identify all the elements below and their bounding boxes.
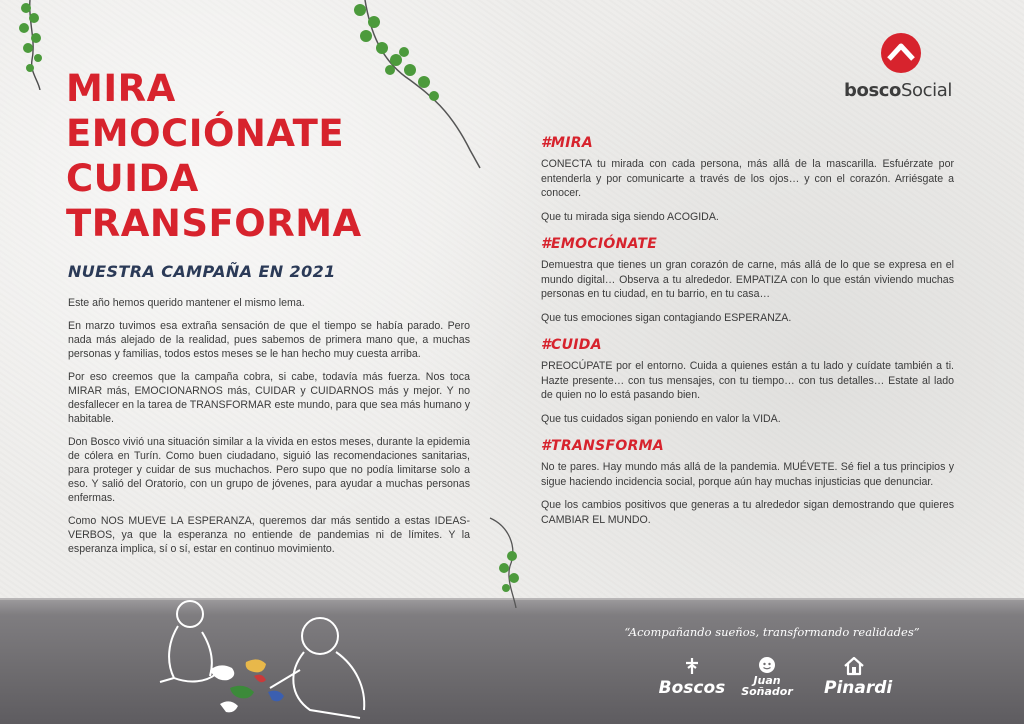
section-paragraph: Que tu mirada siga siendo ACOGIDA. <box>541 211 719 224</box>
pinardi-name: Pinardi <box>824 678 893 698</box>
headline-line-mira: MIRA <box>66 67 176 110</box>
section-paragraph: PREOCÚPATE por el entorno. Cuida a quienes están a tu lado y cuídate también a ti. Hazte presente… con tus mensajes, con tu tiempo… con tus detalles… Estate al lado de quien no lo está pasando bien. <box>541 359 954 402</box>
house-icon <box>843 656 865 676</box>
cross-figure-icon <box>682 656 702 676</box>
section-paragraph: No te pares. Hay mundo más allá de la pandemia. MUÉVETE. Sé fiel a tus principios y sigue haciendo incidencia social, porque aún hay muchas injusticias que denunciar. <box>541 460 954 488</box>
section-paragraph: Que tus emociones sigan contagiando ESPERANZA. <box>541 312 792 325</box>
headline-line-transforma: TRANSFORMA <box>66 202 362 245</box>
section-paragraph: Demuestra que tienes un gran corazón de carne, más allá de lo que se expresa en el mundo digital… Observa a tu alrededor. EMPATIZA con lo que están viviendo muchas personas en tu ciudad, en tu barrio, en tu casa… <box>541 258 954 301</box>
intro-paragraph: En marzo tuvimos esa extraña sensación de que el tiempo se había parado. Pero nada más alejado de la realidad, pues sabemos de primera mano que, a muchas personas y familias, todos estos meses se le han hecho muy cuesta arriba. <box>68 320 470 360</box>
headline-line-emocionate: EMOCIÓNATE <box>66 112 345 155</box>
children-drawing-illustration <box>150 592 420 724</box>
section-transforma <box>541 439 954 528</box>
campaign-headline <box>66 66 396 246</box>
section-paragraph: CONECTA tu mirada con cada persona, más allá de la mascarilla. Esfuérzate por entenderla y por comunicarte a través de los ojos… y con el corazón. Arriésgate a conocer. <box>541 157 954 200</box>
intro-paragraph: Don Bosco vivió una situación similar a la vivida en estos meses, durante la epidemia de cólera en Turín. Como buen ciudadano, siguió las recomendaciones sanitarias, para proteger y cuidar de sus muchachos. Pero supo que no podía limitarse solo a eso. Y salió del Oratorio, con un grupo de jóvenes, para ayudar a muchas personas enfermas. <box>68 436 470 504</box>
section-paragraph: Que los cambios positivos que generas a tu alrededor sigan demostrando que quieres CAMBIAR EL MUNDO. <box>541 499 954 527</box>
section-title: #TRANSFORMA <box>541 437 665 454</box>
campaign-subtitle: NUESTRA CAMPAÑA EN 2021 <box>68 262 336 281</box>
hashtag-sections <box>541 136 954 540</box>
logo-wordmark-part1: bosco <box>844 80 902 101</box>
vine-illustration-bottom-center <box>488 516 528 608</box>
section-cuida <box>541 338 954 427</box>
boscos-logo <box>656 656 728 698</box>
face-circle-icon <box>758 656 776 674</box>
vine-illustration-top-left <box>10 0 50 90</box>
section-title: #CUIDA <box>541 336 602 353</box>
section-title: #EMOCIÓNATE <box>541 235 658 252</box>
logo-wordmark <box>844 80 968 101</box>
intro-text <box>68 296 470 565</box>
juan-sonador-name-line2: Soñador <box>741 685 793 698</box>
section-paragraph: Que tus cuidados sigan poniendo en valor la VIDA. <box>541 413 781 426</box>
bosco-social-logo <box>838 32 968 102</box>
intro-paragraph: Por eso creemos que la campaña cobra, si cabe, todavía más fuerza. Nos toca MIRAR más, EMOCIONARNOS más, CUIDAR y CUIDARNOS más y mejor. Y no desfallecer en la tarea de TRANSFORMAR este mundo, para que sea más humano y habitable. <box>68 371 470 425</box>
section-emocionate <box>541 237 954 326</box>
house-roof-icon <box>880 32 922 74</box>
juan-sonador-name-line1: Juan <box>753 674 781 687</box>
juan-sonador-logo <box>738 656 796 697</box>
intro-paragraph: Como NOS MUEVE LA ESPERANZA, queremos dar más sentido a estas IDEAS-VERBOS, ya que la esperanza no entiende de pandemias ni de límites. Y la esperanza implica, sí o sí, estar en continuo movimiento. <box>68 515 470 555</box>
section-title: #MIRA <box>541 135 593 151</box>
intro-paragraph: Este año hemos querido mantener el mismo lema. <box>68 297 305 309</box>
headline-line-cuida: CUIDA <box>66 157 199 200</box>
boscos-name: Boscos <box>658 678 726 698</box>
pinardi-logo <box>824 656 893 698</box>
tagline: “Acompañando sueños, transformando realidades” <box>624 625 920 639</box>
logo-wordmark-part2: Social <box>901 80 952 101</box>
section-mira <box>541 136 954 225</box>
